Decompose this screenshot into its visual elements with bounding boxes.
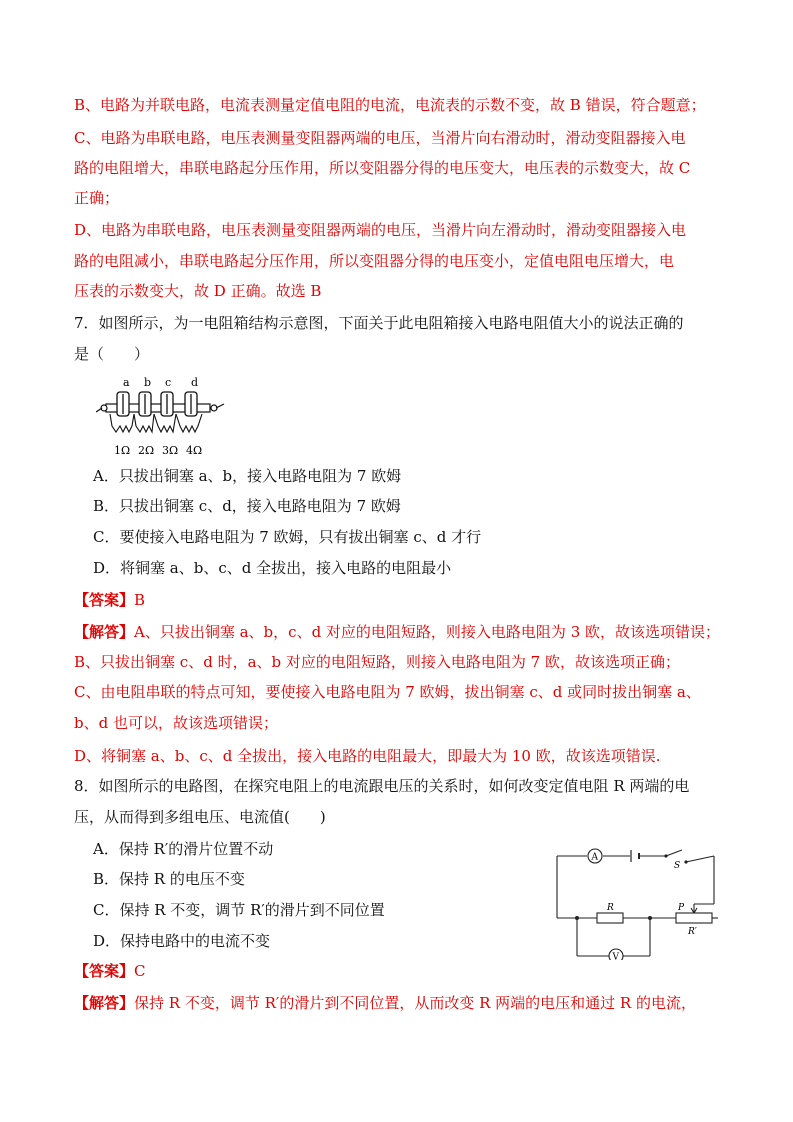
q7-option-d: D．将铜塞 a、b、c、d 全拔出，接入电路的电阻最小 <box>93 559 452 577</box>
prev-explanation-c-line1: C、电路为串联电路，电压表测量变阻器两端的电压，当滑片向右滑动时，滑动变阻器接入电 <box>74 129 686 147</box>
q7-explain-tag: 【解答】 <box>74 623 135 641</box>
q7-answer-value: B <box>134 591 146 609</box>
resistor-label-4ohm: 4Ω <box>186 444 203 457</box>
resistor-r <box>597 913 623 923</box>
prev-explanation-c-line2: 路的电阻增大，串联电路起分压作用，所以变阻器分得的电压变大，电压表的示数变大，故 C <box>74 159 691 177</box>
q8-answer-value: C <box>134 962 146 980</box>
q7-explanation-line2: B、只拔出铜塞 c、d 时，a、b 对应的电阻短路，则接入电路电阻为 7 欧，故该选项正确； <box>74 653 680 671</box>
q7-option-c: C．要使接入电路电阻为 7 欧姆，只有拔出铜塞 c、d 才行 <box>93 528 482 546</box>
plug-label-d: d <box>191 376 199 389</box>
q8-option-b: B．保持 R 的电压不变 <box>93 870 245 888</box>
voltmeter-label: V <box>612 952 619 960</box>
q7-stem-line1: 7．如图所示，为一电阻箱结构示意图，下面关于此电阻箱接入电路电阻值大小的说法正确的 <box>74 314 684 332</box>
switch-label: S <box>674 861 681 871</box>
q7-stem-line2: 是（ ） <box>74 345 150 363</box>
prev-explanation-d-line2: 路的电阻减小，串联电路起分压作用，所以变阻器分得的电压变小，定值电阻电压增大，电 <box>74 252 675 270</box>
q8-explanation-line1 <box>74 988 724 1018</box>
slider-label: P <box>678 903 685 913</box>
resistor-coils <box>110 414 202 432</box>
q7-explanation-line1 <box>74 617 724 647</box>
q7-answer <box>74 585 724 615</box>
resistor-r-label: R <box>607 903 614 913</box>
prev-explanation-c-line3: 正确； <box>74 189 120 207</box>
q8-answer-tag: 【答案】 <box>74 962 135 980</box>
resistance-box-figure <box>96 370 226 462</box>
junction-right <box>648 916 652 920</box>
prev-explanation-b: B、电路为并联电路，电流表测量定值电阻的电流，电流表的示数不变，故 B 错误，符合题意； <box>74 96 706 114</box>
plug-label-a: a <box>123 376 130 389</box>
q8-option-a: A．保持 R′的滑片位置不动 <box>93 840 274 858</box>
resistor-label-1ohm: 1Ω <box>114 444 131 457</box>
q7-option-a: A．只拔出铜塞 a、b，接入电路电阻为 7 欧姆 <box>93 467 402 485</box>
q7-explanation-line5: D、将铜塞 a、b、c、d 全拔出，接入电路的电阻最大，即最大为 10 欧，故该选项错误. <box>74 747 661 765</box>
q8-explain-tag: 【解答】 <box>74 994 135 1012</box>
switch-lever <box>666 850 682 856</box>
ammeter-label: A <box>591 852 598 863</box>
rheostat-label: R′ <box>688 927 697 937</box>
switch-contact-right <box>684 860 687 863</box>
q7-answer-tag: 【答案】 <box>74 591 135 609</box>
q7-option-b: B．只拔出铜塞 c、d，接入电路电阻为 7 欧姆 <box>93 497 401 515</box>
resistor-label-3ohm: 3Ω <box>162 444 179 457</box>
prev-explanation-d-line1: D、电路为串联电路，电压表测量变阻器两端的电压，当滑片向左滑动时，滑动变阻器接入电 <box>74 221 687 239</box>
q7-explanation-line3: C、由电阻串联的特点可知，要使接入电路电阻为 7 欧姆，拔出铜塞 c、d 或同时拔出铜塞 a、 <box>74 683 701 701</box>
prev-explanation-d-line3: 压表的示数变大，故 D 正确。故选 B <box>74 282 322 300</box>
q8-option-c: C．保持 R 不变，调节 R′的滑片到不同位置 <box>93 901 385 919</box>
q7-explain-text-a: A、只拔出铜塞 a、b，c、d 对应的电阻短路，则接入电路电阻为 3 欧，故该选项错误； <box>134 623 721 641</box>
plug-label-c: c <box>165 376 172 389</box>
q8-answer <box>74 956 724 986</box>
q8-explain-text: 保持 R 不变，调节 R′的滑片到不同位置，从而改变 R 两端的电压和通过 R 的电流， <box>134 994 696 1012</box>
q8-stem-line2: 压，从而得到多组电压、电流值( ) <box>74 808 326 826</box>
q8-option-d: D．保持电路中的电流不变 <box>93 932 271 950</box>
q8-stem-line1: 8．如图所示的电路图，在探究电阻上的电流跟电压的关系时，如何改变定值电阻 R 两端的电 <box>74 777 690 795</box>
resistor-label-2ohm: 2Ω <box>138 444 155 457</box>
plug-label-b: b <box>144 376 152 389</box>
junction-left <box>575 916 579 920</box>
circuit-diagram <box>552 838 732 960</box>
rheostat <box>676 913 712 923</box>
q7-explanation-line4: b、d 也可以，故该选项错误； <box>74 714 278 732</box>
